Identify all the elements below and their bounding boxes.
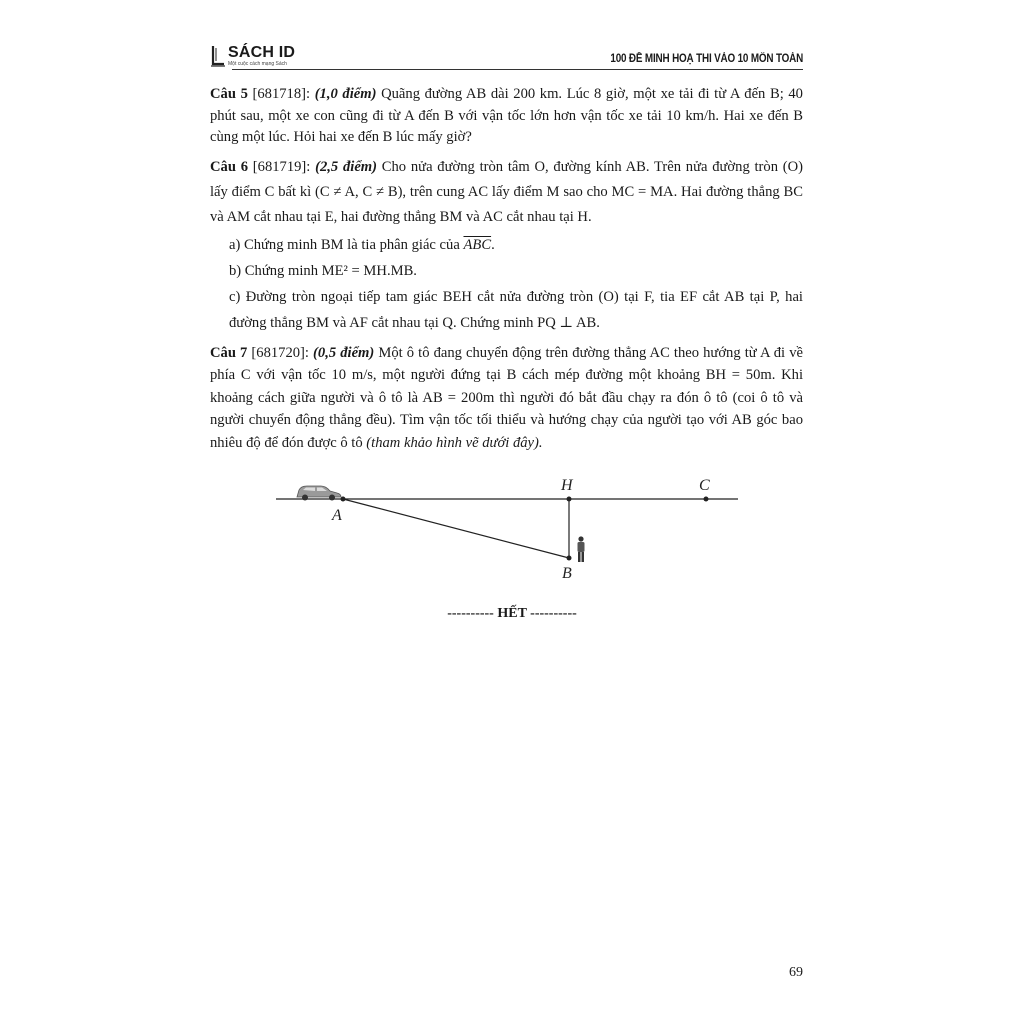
point-h [567, 497, 572, 502]
label-a: A [332, 507, 342, 524]
page-number: 69 [789, 965, 803, 980]
q5-label: Câu 5 [210, 86, 248, 102]
person-icon [578, 536, 585, 562]
q7-note: (tham khảo hình vẽ dưới đây). [366, 434, 543, 451]
q6-points: (2,5 điểm) [315, 158, 378, 175]
header-title: 100 ĐỀ MINH HOẠ THI VÀO 10 MÔN TOÁN [610, 53, 803, 65]
question-5 [210, 84, 803, 149]
q7-points: (0,5 điểm) [313, 344, 375, 361]
book-icon [210, 44, 226, 66]
publisher-logo [210, 44, 295, 70]
end-marker: ---------- HẾT ---------- [447, 606, 577, 621]
q6-id: [681719]: [252, 158, 311, 175]
q6-part-a-angle: $\overline{ABC}$ [463, 236, 492, 253]
car-icon [297, 486, 341, 501]
figure-svg [270, 472, 750, 592]
q7-id: [681720]: [251, 344, 309, 361]
q7-label: Câu 7 [210, 344, 248, 361]
q5-id: [681718]: [252, 86, 311, 102]
question-7 [210, 342, 803, 455]
label-c: C [699, 477, 710, 494]
q5-points: (1,0 điểm) [314, 86, 377, 102]
q5-text: Quãng đường AB dài 200 km. Lúc 8 giờ, một xe tải đi từ A đến B; 40 phút sau, một xe con cũng đi từ A đến B với vận tốc lớn hơn vận tốc xe tải 10 km/h. Hai xe đến B cùng một lúc. Hỏi hai xe đến B lúc mấy giờ? [210, 86, 803, 145]
logo-name: SÁCH ID [228, 44, 296, 61]
q6-part-a: a) Chứng minh BM là tia phân giác của $\overline{ABC}$. [229, 236, 495, 253]
label-h: H [561, 477, 573, 494]
question-6 [210, 155, 803, 230]
logo-tagline: Một cuộc cách mạng Sách [228, 61, 287, 67]
segment-ab [343, 499, 569, 558]
q6-part-c: c) Đường tròn ngoại tiếp tam giác BEH cắt nửa đường tròn (O) tại F, tia EF cắt AB tại P, hai đường thẳng BM và AF cắt nhau tại Q. Chứng minh PQ ⊥ AB. [229, 288, 803, 331]
q6-label: Câu 6 [210, 158, 249, 175]
q6-part-b: b) Chứng minh ME² = MH.MB. [229, 262, 417, 279]
geometry-figure [270, 472, 750, 592]
q6-text: Cho nửa đường tròn tâm O, đường kính AB. Trên nửa đường tròn (O) lấy điểm C bất kì (C ≠ A, C ≠ B), trên cung AC lấy điểm M sao cho MC = MA. Hai đường thẳng BC và AM cắt nhau tại E, hai đường thẳng BM và AC cắt nhau tại H. [210, 158, 804, 225]
point-b [567, 556, 572, 561]
header-divider [232, 69, 803, 70]
point-c [704, 497, 709, 502]
q6-part-a-text: a) Chứng minh BM là tia phân giác của [229, 236, 460, 253]
page-content [210, 84, 803, 456]
q7-text: Một ô tô đang chuyển động trên đường thẳng AC theo hướng từ A đi về phía C với vận tốc 10 m/s, một người đứng tại B cách mép đường một khoảng BH = 50m. Khi khoảng cách giữa người và ô tô là AB = 200m thì người đó bắt đầu chạy ra đón ô tô (coi ô tô và người chuyển động thẳng đều). Tìm vận tốc tối thiểu và hướng chạy của người tạo với AB góc bao nhiêu độ để đón được ô tô [210, 344, 803, 451]
label-b: B [562, 565, 572, 582]
